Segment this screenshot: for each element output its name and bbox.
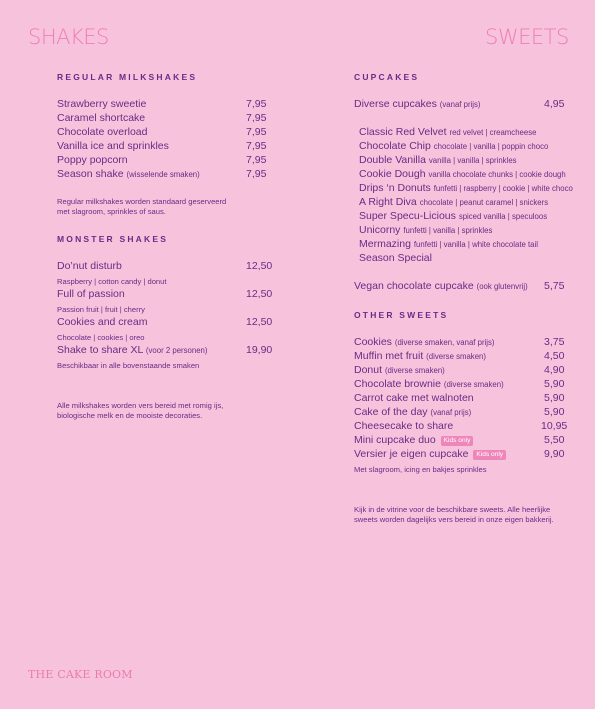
menu-item: Chocolate overload: [57, 126, 148, 138]
menu-price: 12,50: [246, 316, 273, 328]
menu-item: Cookies and cream: [57, 316, 148, 328]
menu-item: Vegan chocolate cupcake (ook glutenvrij): [354, 280, 528, 292]
menu-price: 7,95: [246, 154, 267, 166]
menu-item-description: Met slagroom, icing en bakjes sprinkles: [354, 465, 487, 474]
menu-item: Cheesecake to share: [354, 420, 454, 432]
kids-only-badge: Kids only: [473, 450, 506, 460]
menu-price: 7,95: [246, 168, 267, 180]
menu-item-description: Raspberry | cotton candy | donut: [57, 277, 167, 286]
menu-price: 4,90: [544, 364, 565, 376]
cupcake-flavour: Classic Red Velvet red velvet | creamcheese: [359, 126, 537, 138]
menu-price: 7,95: [246, 126, 267, 138]
menu-price: 4,95: [544, 98, 565, 110]
kids-only-badge: Kids only: [441, 436, 474, 446]
menu-item: Season shake (wisselende smaken): [57, 168, 200, 180]
menu-price: 5,90: [544, 392, 565, 404]
menu-item: Strawberry sweetie: [57, 98, 147, 110]
regular-note: Regular milkshakes worden standaard geserveerd: [57, 197, 227, 206]
menu-item: Donut (diverse smaken): [354, 364, 445, 376]
menu-price: 19,90: [246, 344, 273, 356]
menu-item: Cake of the day (vanaf prijs): [354, 406, 472, 418]
menu-item-description: Chocolate | cookies | oreo: [57, 333, 145, 342]
menu-item: Versier je eigen cupcake Kids only: [354, 448, 506, 461]
menu-price: 7,95: [246, 140, 267, 152]
monster-shakes-title: MONSTER SHAKES: [57, 234, 169, 244]
other-sweets-title: OTHER SWEETS: [354, 310, 449, 320]
menu-item: Shake to share XL (voor 2 personen): [57, 344, 208, 356]
sweets-note: Kijk in de vitrine voor de beschikbare sweets. Alle heerlijke: [354, 505, 551, 514]
cupcakes-title: CUPCAKES: [354, 72, 420, 82]
menu-item: Do’nut disturb: [57, 260, 122, 272]
menu-price: 3,75: [544, 336, 565, 348]
cupcake-flavour: Mermazing funfetti | vanilla | white chocolate tail: [359, 238, 538, 250]
sweets-note: sweets worden dagelijks vers bereid in onze eigen bakkerij.: [354, 515, 554, 524]
menu-price: 5,90: [544, 378, 565, 390]
menu-price: 10,95: [541, 420, 568, 432]
menu-item: Mini cupcake duo Kids only: [354, 434, 473, 447]
menu-price: 5,75: [544, 280, 565, 292]
menu-item: Caramel shortcake: [57, 112, 146, 124]
menu-price: 7,95: [246, 112, 267, 124]
shakes-heading: SHAKES: [28, 25, 109, 49]
menu-item: Carrot cake met walnoten: [354, 392, 474, 404]
menu-price: 5,90: [544, 406, 565, 418]
menu-price: 9,90: [544, 448, 565, 460]
menu-item: Diverse cupcakes (vanaf prijs): [354, 98, 481, 110]
menu-price: 12,50: [246, 260, 273, 272]
menu-price: 5,50: [544, 434, 565, 446]
cupcake-flavour: Super Specu-Licious spiced vanilla | speculoos: [359, 210, 548, 222]
menu-item-description: Passion fruit | fruit | cherry: [57, 305, 145, 314]
regular-note: met slagroom, sprinkles of saus.: [57, 207, 166, 216]
menu-item-description: Beschikbaar in alle bovenstaande smaken: [57, 361, 200, 370]
cupcake-flavour: Chocolate Chip chocolate | vanilla | poppin choco: [359, 140, 549, 152]
cupcake-flavour: Drips ‘n Donuts funfetti | raspberry | cookie | white choco: [359, 182, 573, 194]
menu-item: Vanilla ice and sprinkles: [57, 140, 169, 152]
the-cake-room-logo: THE CAKE ROOM: [28, 668, 133, 681]
cupcake-flavour: Cookie Dough vanilla chocolate chunks | cookie dough: [359, 168, 566, 180]
menu-item: Full of passion: [57, 288, 125, 300]
monster-note: biologische melk en de mooiste decoraties.: [57, 411, 203, 420]
menu-price: 12,50: [246, 288, 273, 300]
menu-item: Chocolate brownie (diverse smaken): [354, 378, 504, 390]
cupcake-flavour: Double Vanilla vanilla | vanilla | sprinkles: [359, 154, 517, 166]
regular-milkshakes-title: REGULAR MILKSHAKES: [57, 72, 198, 82]
menu-item: Cookies (diverse smaken, vanaf prijs): [354, 336, 495, 348]
monster-note: Alle milkshakes worden vers bereid met romig ijs,: [57, 401, 224, 410]
menu-item: Poppy popcorn: [57, 154, 128, 166]
menu-item: Muffin met fruit (diverse smaken): [354, 350, 486, 362]
cupcake-flavour: Season Special: [359, 252, 432, 264]
cupcake-flavour: Unicorny funfetti | vanilla | sprinkles: [359, 224, 493, 236]
menu-price: 4,50: [544, 350, 565, 362]
sweets-heading: SWEETS: [485, 25, 569, 49]
menu-price: 7,95: [246, 98, 267, 110]
cupcake-flavour: A Right Diva chocolate | peanut caramel | snickers: [359, 196, 549, 208]
